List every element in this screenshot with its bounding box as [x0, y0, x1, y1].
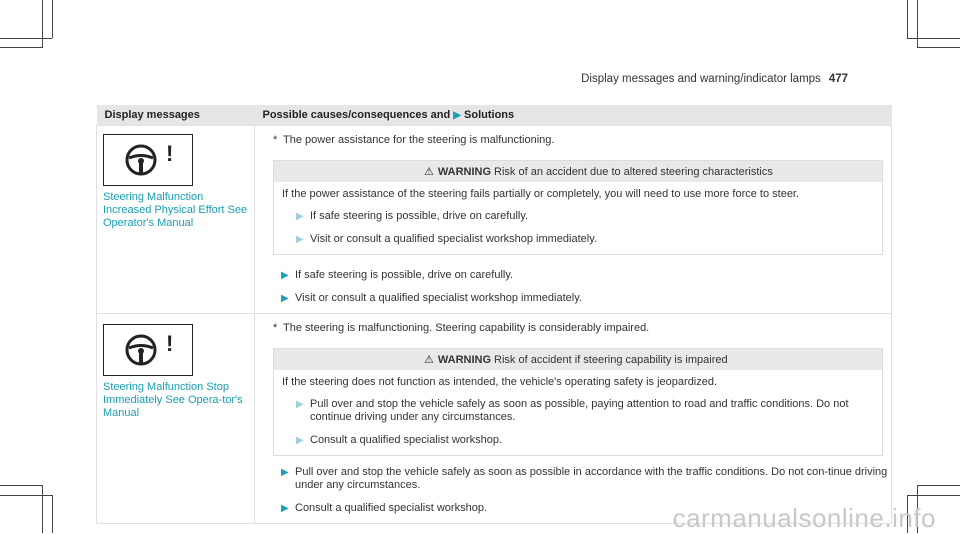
crop-mark: [52, 0, 53, 38]
warning-step: Consult a qualified specialist workshop.: [310, 434, 502, 446]
step-arrow-icon: ▶: [296, 234, 304, 245]
step-arrow-icon: ▶: [296, 211, 304, 222]
crop-mark: [917, 485, 960, 486]
cause-cell: * The power assistance for the steering is malfunctioning. ⚠ WARNING Risk of an accident due to altered steering characteristics If the power assistance of the steering fails partially or completely, you will need to use more force to steer. ▶ If safe steering is possible, drive on carefully. ▶ Visit or consult a qualified specialist workshop immediately. ▶ If safe steering is possible, drive on carefully. ▶ Visit or consult a qualified specialist workshop immediately.: [255, 126, 892, 314]
section-title: Display messages and warning/indicator lamps: [581, 73, 821, 85]
crop-mark: [42, 485, 43, 533]
cause-text: The steering is malfunctioning. Steering capability is considerably impaired.: [283, 322, 650, 334]
page-number: 477: [828, 73, 848, 85]
warning-step: Pull over and stop the vehicle safely as soon as possible, paying attention to road and traffic conditions. Do not continue driving under any circumstances.: [310, 398, 849, 423]
message-cell: [97, 314, 255, 524]
crop-mark: [52, 495, 53, 533]
warning-box: [273, 348, 883, 456]
warning-body: If the power assistance of the steering fails partially or completely, you will need to use more force to steer.: [282, 188, 800, 200]
display-message-text: Steering Malfunction Increased Physical Effort See Operator's Manual: [103, 191, 248, 229]
solution-arrow-icon: ▶: [281, 503, 289, 514]
table-row: [97, 126, 892, 314]
messages-table: [96, 105, 892, 524]
warning-body: If the steering does not function as intended, the vehicle's operating safety is jeopardized.: [282, 376, 718, 388]
warning-subject: Risk of accident if steering capability is impaired: [494, 354, 728, 366]
steering-wheel-warning-icon: !: [103, 134, 193, 186]
cause-cell: * The steering is malfunctioning. Steering capability is considerably impaired. ⚠ WARNING Risk of accident if steering capability is impaired If the steering does not function as intended, the vehicle's operating safety is jeopardized. ▶ Pull over and stop the vehicle safely as soon as possible, paying attention to road and traffic conditions. Do not continue driving under any circumstances. ▶ Consult a qualified specialist workshop. ▶ Pull over and stop the vehicle safely as soon as possible in accordance with the traffic conditions. Do not con-tinue driving under any circumstances. ▶ Consult a qualified specialist workshop.: [255, 314, 892, 524]
col-header-causes: [255, 105, 892, 126]
warning-triangle-icon: ⚠: [424, 166, 434, 178]
message-cell: [97, 126, 255, 314]
solution-arrow-icon: ▶: [281, 293, 289, 304]
crop-mark: [42, 0, 43, 48]
page-header: [581, 73, 848, 85]
warning-title: WARNING: [437, 166, 492, 178]
table-header-row: [97, 105, 892, 126]
col-header-causes-text: Possible causes/consequences and: [262, 109, 451, 121]
crop-mark: [0, 38, 52, 39]
step-arrow-icon: ▶: [296, 399, 304, 410]
crop-mark: [907, 38, 960, 39]
warning-step: Visit or consult a qualified specialist workshop immediately.: [310, 233, 597, 245]
solution-step: Consult a qualified specialist workshop.: [295, 502, 487, 514]
cause-text: The power assistance for the steering is malfunctioning.: [283, 134, 555, 146]
col-header-solutions-text: Solutions: [464, 109, 515, 121]
solution-step: If safe steering is possible, drive on carefully.: [295, 269, 514, 281]
warning-box: [273, 160, 883, 255]
crop-mark: [917, 0, 918, 48]
warning-triangle-icon: ⚠: [424, 354, 434, 366]
crop-mark: [0, 47, 42, 48]
step-arrow-icon: ▶: [296, 435, 304, 446]
col-header-display-messages: Display messages: [97, 105, 255, 126]
solution-arrow-icon: ▶: [281, 270, 289, 281]
crop-mark: [0, 495, 52, 496]
display-message-text: Steering Malfunction Stop Immediately See Opera-tor's Manual: [103, 381, 243, 419]
table-row: [97, 314, 892, 524]
solution-step: Pull over and stop the vehicle safely as soon as possible in accordance with the traffic conditions. Do not con-tinue driving under any circumstances.: [295, 466, 888, 491]
crop-mark: [907, 0, 908, 38]
solution-step: Visit or consult a qualified specialist workshop immediately.: [295, 292, 582, 304]
crop-mark: [907, 495, 960, 496]
crop-mark: [0, 485, 42, 486]
warning-step: If safe steering is possible, drive on carefully.: [310, 210, 529, 222]
steering-wheel-warning-icon: !: [103, 324, 193, 376]
solution-arrow-icon: ▶: [281, 467, 289, 478]
watermark: carmanualsonline.info: [672, 503, 936, 533]
warning-title: WARNING: [437, 354, 492, 366]
right-arrow-icon: ▶: [453, 110, 461, 121]
warning-subject: Risk of an accident due to altered steering characteristics: [494, 166, 773, 178]
crop-mark: [917, 47, 960, 48]
